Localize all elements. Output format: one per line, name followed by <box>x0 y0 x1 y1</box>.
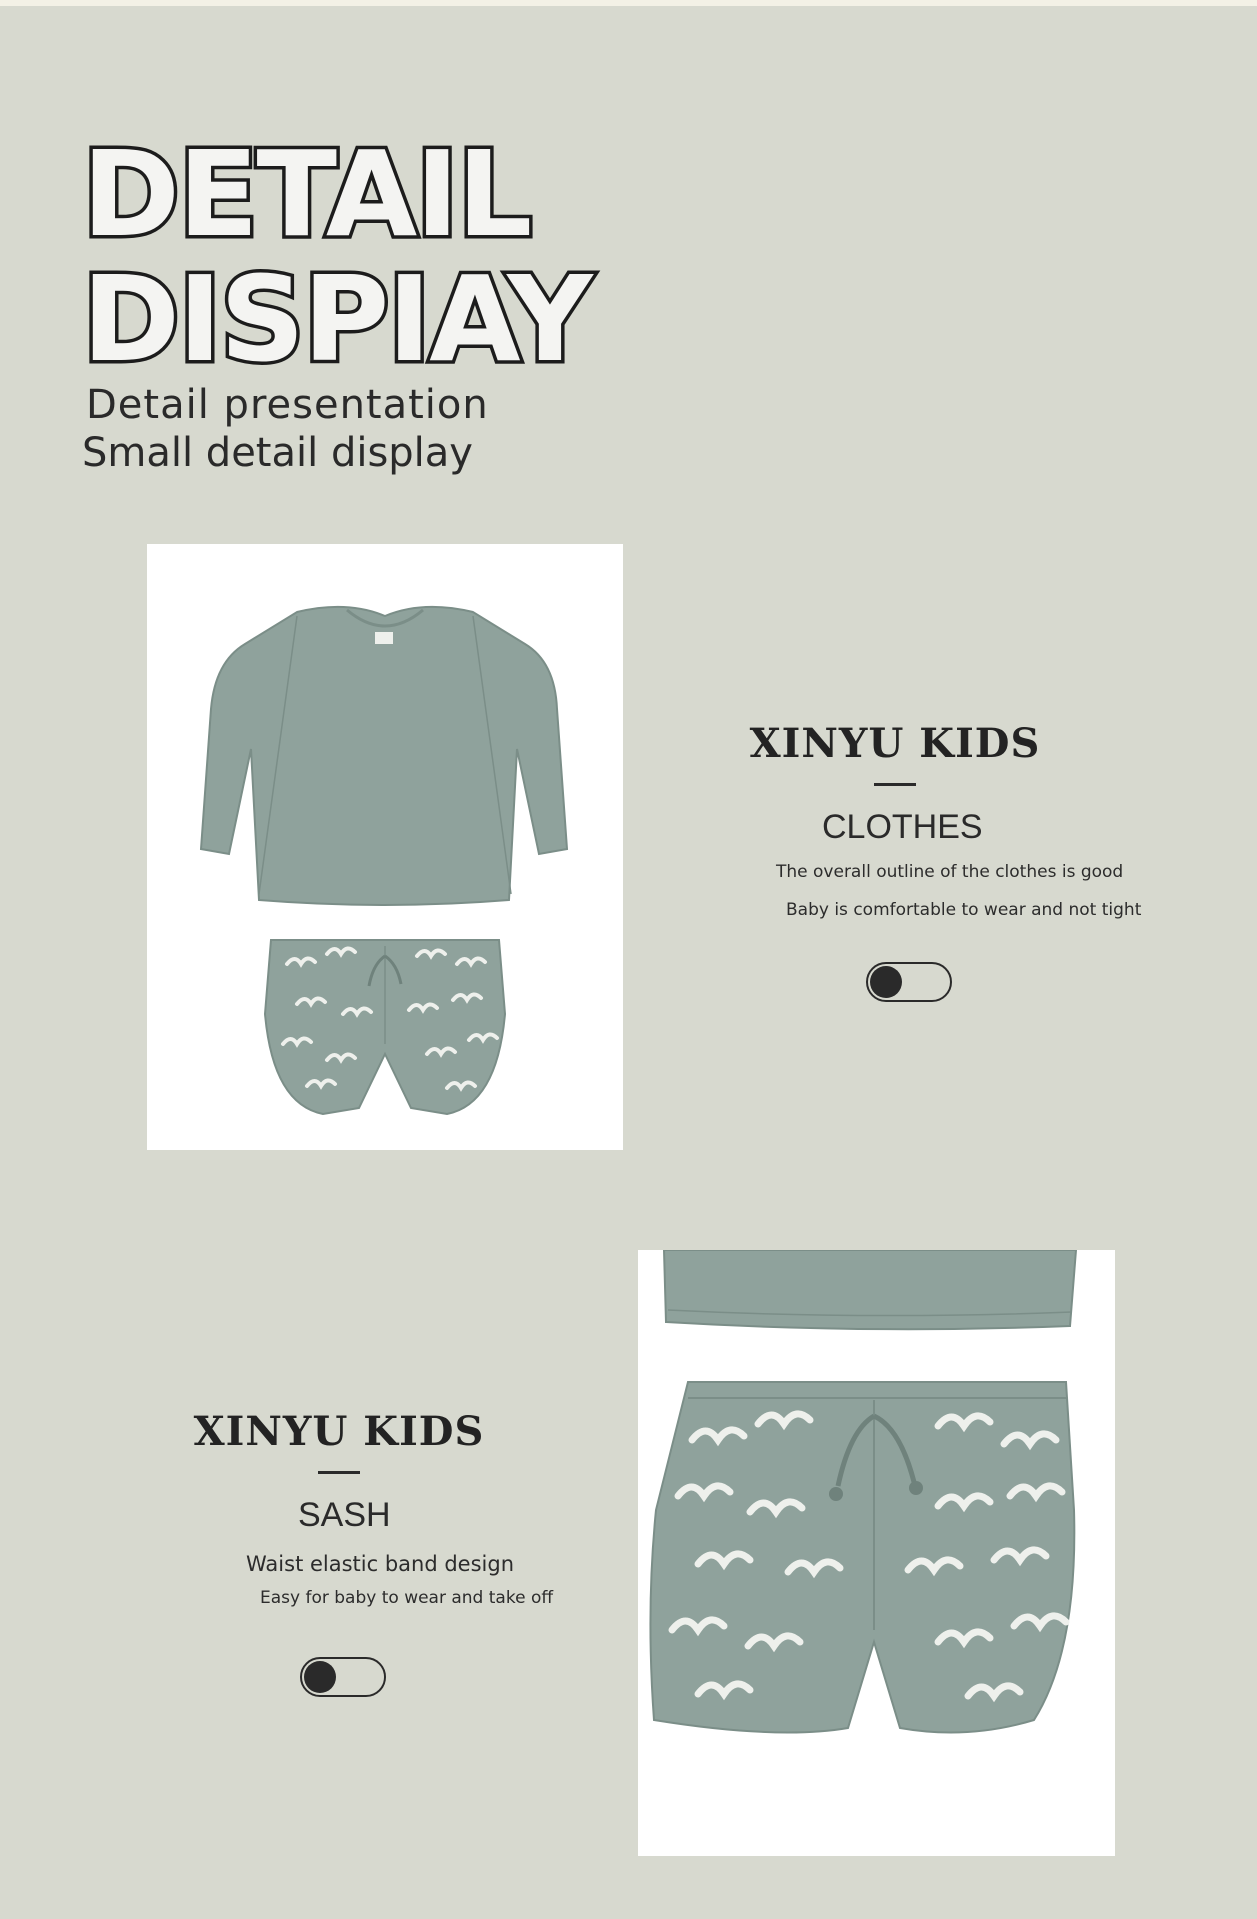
divider-rule <box>318 1471 360 1474</box>
detail-display-title <box>80 125 640 385</box>
title-line-1: DETAIL <box>82 125 531 263</box>
subtitle-small-detail-display: Small detail display <box>82 430 473 476</box>
category-clothes: CLOTHES <box>822 808 983 846</box>
product-image-full-outfit <box>147 544 623 1150</box>
toggle-knob <box>304 1661 336 1693</box>
divider-rule <box>874 783 916 786</box>
desc-easy-wear: Easy for baby to wear and take off <box>260 1588 554 1608</box>
desc-elastic-band: Waist elastic band design <box>246 1552 515 1576</box>
section-sash-info <box>184 1408 494 1474</box>
category-sash: SASH <box>298 1496 391 1534</box>
desc-comfortable: Baby is comfortable to wear and not tight <box>786 900 1142 920</box>
toggle-switch[interactable] <box>300 1657 386 1697</box>
brand-name: XINYU KIDS <box>749 720 1041 767</box>
subtitle-detail-presentation: Detail presentation <box>86 382 489 428</box>
toggle-switch[interactable] <box>866 962 952 1002</box>
toggle-knob <box>870 966 902 998</box>
product-image-shorts-closeup <box>638 1250 1115 1856</box>
brand-name: XINYU KIDS <box>193 1408 485 1455</box>
title-line-2: DISPIAY <box>82 250 591 385</box>
top-strip <box>0 0 1257 6</box>
desc-outline: The overall outline of the clothes is good <box>776 862 1124 882</box>
section-clothes-info <box>740 720 1050 786</box>
